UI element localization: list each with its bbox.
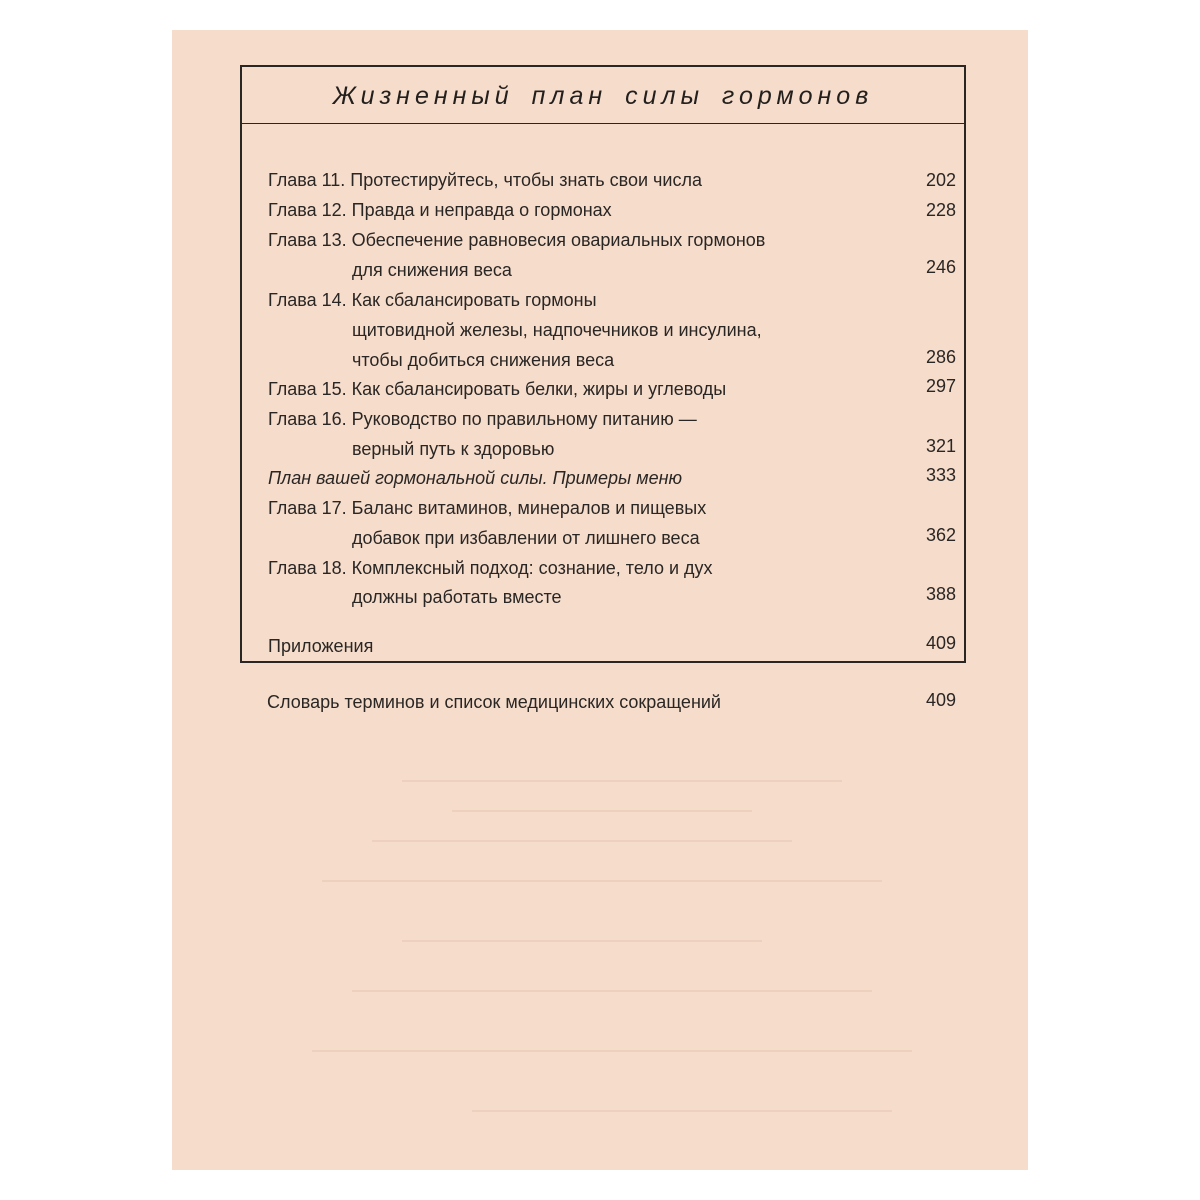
contents-frame (240, 65, 966, 663)
toc-entry-line: добавок при избавлении от лишнего веса (352, 528, 700, 548)
toc-page-number: 333 (925, 465, 956, 485)
toc-page-number: 228 (925, 200, 956, 220)
glossary-entry: Словарь терминов и список медицинских сокращений (267, 692, 721, 712)
toc-entry-line: щитовидной железы, надпочечников и инсулина, (352, 320, 762, 340)
toc-page-number: 409 (925, 690, 956, 710)
bleed-through-line (402, 780, 842, 782)
bleed-through-line (352, 990, 872, 992)
toc-entry-line: Глава 12. Правда и неправда о гормонах (268, 200, 612, 220)
section-title: Жизненный план силы гормонов (332, 81, 874, 110)
toc-entry-line: Глава 18. Комплексный подход: сознание, тело и дух (268, 558, 713, 578)
bleed-through-line (372, 840, 792, 842)
bleed-through-line (472, 1110, 892, 1112)
book-page (172, 30, 1028, 1170)
bleed-through-line (322, 880, 882, 882)
toc-entry-line: Глава 17. Баланс витаминов, минералов и пищевых (268, 498, 707, 518)
bleed-through-line (402, 940, 762, 942)
toc-entry-line: Глава 16. Руководство по правильному питанию — (268, 409, 697, 429)
toc-page-number: 388 (925, 584, 956, 604)
toc-entry-line: для снижения веса (352, 260, 512, 280)
section-title-bar (242, 67, 964, 124)
toc-page-number: 286 (925, 347, 956, 367)
toc-entry-line: Приложения (268, 636, 374, 656)
toc-entry-line: чтобы добиться снижения веса (352, 350, 615, 370)
bleed-through-line (452, 810, 752, 812)
toc-entry-line: верный путь к здоровью (352, 439, 555, 459)
toc-page-number: 321 (925, 436, 956, 456)
toc-page-number: 362 (925, 525, 956, 545)
toc-entry-line: должны работать вместе (352, 587, 562, 607)
toc-page-number: 246 (925, 257, 956, 277)
toc-entry-line: Глава 15. Как сбалансировать белки, жиры и углеводы (268, 379, 727, 399)
toc-page-number: 409 (925, 633, 956, 653)
toc-page-number: 202 (925, 170, 956, 190)
toc-entry-line: Глава 11. Протестируйтесь, чтобы знать свои числа (268, 170, 703, 190)
toc-entry-line: Глава 14. Как сбалансировать гормоны (268, 290, 597, 310)
toc-entry-line: Глава 13. Обеспечение равновесия овариальных гормонов (268, 230, 766, 250)
toc-page-number: 297 (925, 376, 956, 396)
toc-entry-line: План вашей гормональной силы. Примеры меню (268, 468, 683, 488)
bleed-through-line (312, 1050, 912, 1052)
